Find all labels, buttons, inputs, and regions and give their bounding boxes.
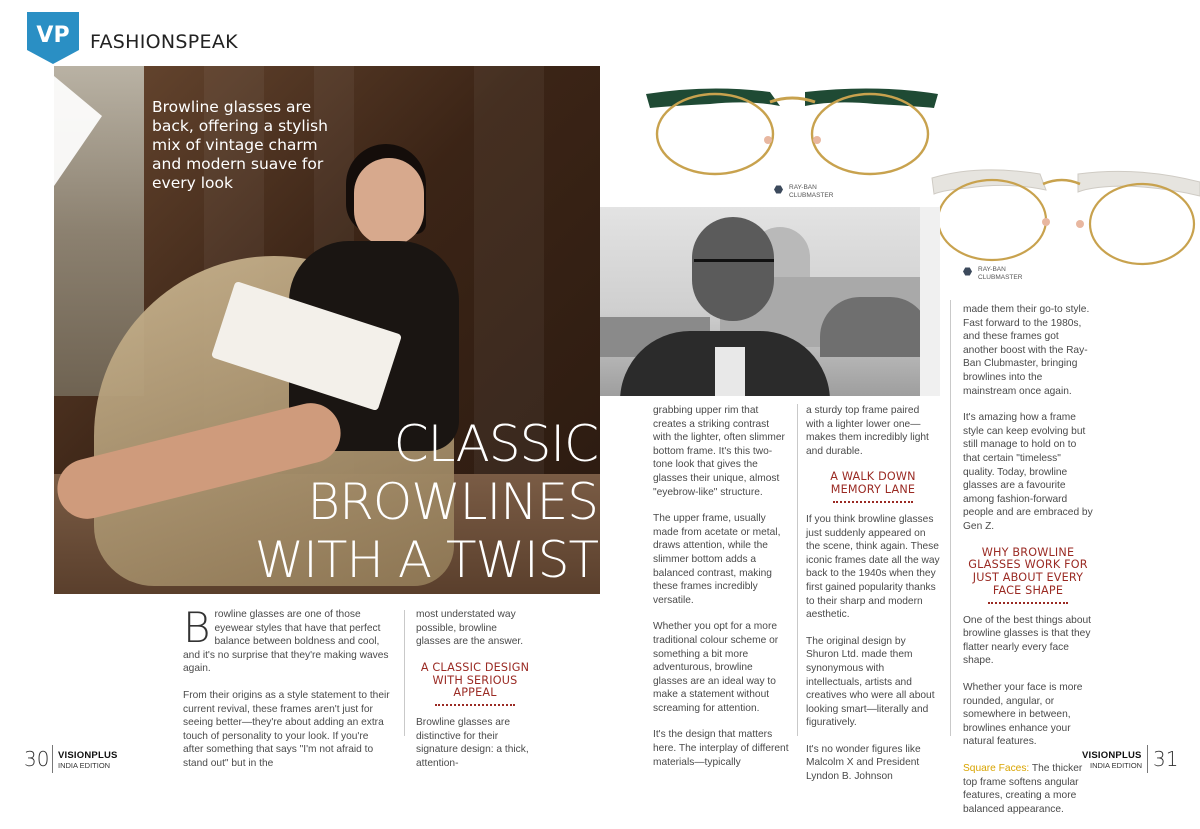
green-browline-glasses-image	[640, 82, 945, 182]
clear-browline-glasses-image	[928, 160, 1200, 272]
paragraph: From their origins as a style statement to their current revival, these frames aren't just for seeing better—they're about adding an extra touch of personality to your look. If you're after something that says "I'm not afraid to stand out" but in the	[183, 689, 390, 769]
headline-line: BROWLINES	[307, 473, 598, 531]
footer-brand: VISIONPLUS	[1082, 750, 1142, 761]
paragraph: a sturdy top frame paired with a lighter lower one—makes them incredibly light and durable.	[806, 405, 929, 457]
article-headline	[148, 415, 598, 589]
paragraph: Whether your face is more rounded, angular, or somewhere in between, browlines enhance your natural features.	[963, 682, 1083, 748]
product-caption: RAY-BAN CLUBMASTER	[789, 184, 834, 199]
paragraph: If you think browline glasses just suddenly appeared on the scene, think again. These iconic frames date all the way back to the 1940s when they first gained popularity thanks to their sharp and modern aesthetic.	[806, 513, 940, 621]
footer-brand: VISIONPLUS	[58, 750, 118, 761]
footer-divider	[52, 745, 53, 773]
dotted-rule	[435, 704, 515, 706]
visionplus-logo	[27, 12, 79, 64]
text-column-5	[963, 303, 1093, 829]
paragraph: grabbing upper rim that creates a striking contrast with the lighter, often slimmer bottom frame. It's this two-tone look that gives the glasses their unique, almost "eyebrow-like" structure.	[653, 405, 785, 498]
page-number-left: 30	[24, 747, 50, 771]
paragraph: The upper frame, usually made from acetate or metal, draws attention, while the slimmer bottom adds a balanced contrast, making these frames incredibly versatile.	[653, 513, 781, 606]
paragraph: It's the design that matters here. The interplay of different materials—typically	[653, 729, 789, 768]
paragraph: It's amazing how a frame style can keep evolving but still manage to hold on to that certain "timeless" quality. Today, browline glasses are a favourite among fashion-forward people and are embraced by Gen Z.	[963, 412, 1093, 532]
paragraph: Whether you opt for a more traditional colour scheme or something a bit more adventurous, browline glasses are an ideal way to make a statement without screaming for attention.	[653, 621, 779, 714]
hero-quote: Browline glasses are back, offering a stylish mix of vintage charm and modern suave for every look	[152, 98, 328, 192]
paragraph: The original design by Shuron Ltd. made them synonymous with intellectuals, artists and creatives who were all about looking smart—literally and figuratively.	[806, 635, 935, 729]
headline-line: CLASSIC	[393, 415, 598, 473]
highlight-label: Square Faces:	[963, 763, 1030, 775]
text-column-1	[183, 603, 391, 784]
headline-line: WITH A TWIST	[254, 531, 598, 589]
drop-cap: B	[183, 603, 211, 652]
dotted-rule	[833, 501, 913, 503]
paragraph: Browline glasses are distinctive for their signature design: a thick, attention-	[416, 717, 529, 769]
page-number-right: 31	[1153, 747, 1179, 771]
footer-edition: INDIA EDITION	[1090, 761, 1143, 770]
section-title: FASHIONSPEAK	[90, 31, 238, 53]
paragraph: It's no wonder figures like Malcolm X and President Lyndon B. Johnson	[806, 743, 921, 783]
footer-edition: INDIA EDITION	[58, 761, 111, 770]
column-divider	[404, 610, 405, 736]
paragraph: most understated way possible, browline glasses are the answer.	[416, 609, 524, 648]
paragraph: One of the best things about browline glasses is that they flatter nearly every face shape.	[963, 614, 1092, 667]
text-column-2	[416, 608, 534, 784]
dotted-rule	[988, 602, 1068, 604]
subheading: A CLASSIC DESIGN WITH SERIOUS APPEAL	[420, 660, 530, 700]
brand-hex-icon	[774, 185, 783, 194]
paragraph: Square Faces: The thicker top frame softens angular features, creating a more balanced appearance.	[963, 763, 1083, 815]
footer-divider	[1147, 745, 1148, 773]
subheading: A WALK DOWN MEMORY LANE	[830, 470, 916, 497]
historic-portrait-photo	[600, 207, 940, 396]
text-column-3	[653, 404, 789, 782]
column-divider	[797, 404, 798, 736]
logo-text: VP	[36, 23, 70, 48]
column-divider	[950, 300, 951, 736]
paragraph: rowline glasses are one of those eyewear styles that have that perfect balance between boldness and cool, and it's no surprise that they're making waves again.	[183, 609, 389, 675]
text-column-4	[806, 404, 940, 797]
subheading: WHY BROWLINE GLASSES WORK FOR JUST ABOUT EVERY FACE SHAPE	[968, 545, 1088, 597]
paragraph: made them their go-to style. Fast forward to the 1980s, and these frames got another boost with the Ray-Ban Clubmaster, bringing browlines into the mainstream once again.	[963, 304, 1090, 397]
product-caption: RAY-BAN CLUBMASTER	[978, 266, 1023, 281]
